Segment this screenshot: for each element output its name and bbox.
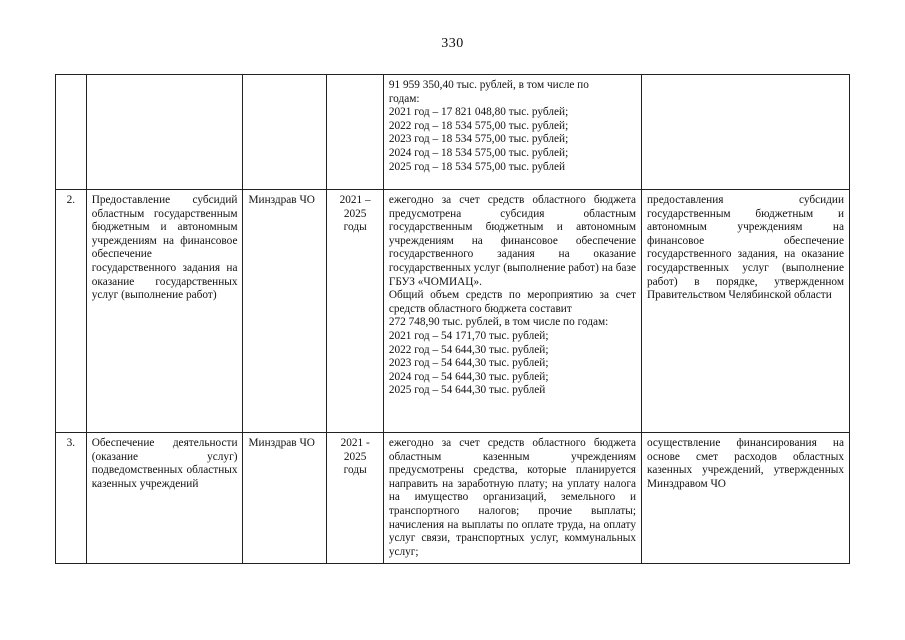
description-line: 2023 год – 18 534 575,00 тыс. рублей; — [388, 133, 569, 146]
cell-basis: осуществление финансирования на основе смет расходов областных казенных учреждений, утвержденных Минздравом ЧО — [642, 433, 850, 564]
description-line: 272 748,90 тыс. рублей, в том числе по годам: — [388, 316, 609, 329]
cell-number: 3. — [56, 433, 87, 564]
description-line: 2024 год – 18 534 575,00 тыс. рублей; — [388, 146, 569, 159]
cell-measure-name — [86, 75, 243, 190]
cell-number — [56, 75, 87, 190]
table-row — [56, 433, 850, 564]
page-number: 330 — [441, 36, 464, 51]
description-line: 2025 год – 54 644,30 тыс. рублей — [388, 384, 546, 397]
cell-executor: Минздрав ЧО — [243, 433, 327, 564]
cell-description — [383, 75, 641, 190]
measures-table — [55, 74, 850, 564]
description-line: 2023 год – 54 644,30 тыс. рублей; — [388, 357, 549, 370]
table-row — [56, 190, 850, 433]
description-line: 2024 год – 54 644,30 тыс. рублей; — [388, 370, 549, 383]
cell-period: 2021 – 2025 годы — [327, 190, 383, 433]
cell-description — [383, 190, 641, 433]
cell-description: ежегодно за счет средств областного бюджета областным казенным учреждениям предусмотрены средства, которые планируется направить на заработную плату; на уплату налога на имущество организаций, земельного и транспортного налогов; прочие выплаты; начисления на выплаты по оплате труда, на оплату услуг связи, транспортных услуг, коммунальных услуг; — [383, 433, 641, 564]
cell-basis — [642, 75, 850, 190]
description-line: 2022 год – 54 644,30 тыс. рублей; — [388, 343, 549, 356]
description-line: 2021 год – 54 171,70 тыс. рублей; — [388, 329, 549, 342]
description-line: годам: — [388, 92, 420, 105]
description-line: Общий объем средств по мероприятию за счет средств областного бюджета составит — [388, 289, 636, 315]
table-row-continuation — [56, 75, 850, 190]
cell-measure-name: Предоставление субсидий областным государственным бюджетным и автономным учреждениям на финансовое обеспечение государственного задания на оказание государственных услуг (выполнение работ) — [86, 190, 243, 433]
cell-executor: Минздрав ЧО — [243, 190, 327, 433]
cell-measure-name: Обеспечение деятельности (оказание услуг) подведомственных областных казенных учреждений — [86, 433, 243, 564]
description-line: 2022 год – 18 534 575,00 тыс. рублей; — [388, 119, 569, 132]
description-paragraph: ежегодно за счет средств областного бюджета предусмотрена субсидия областным государственным бюджетным и автономным учреждениям на финансовое обеспечение государственного задания на оказание государственных услуг (выполнение работ) на базе ГБУЗ «ЧОМИАЦ». — [388, 194, 636, 288]
description-line: 2025 год – 18 534 575,00 тыс. рублей — [388, 160, 566, 173]
cell-period: 2021 - 2025 годы — [327, 433, 383, 564]
cell-basis: предоставления субсидии государственным бюджетным и автономным учреждениям на финансовое обеспечение государственного задания, на оказание государственных услуг (выполнение работ) в порядке, утвержденном Правительством Челябинской области — [642, 190, 850, 433]
description-line: 91 959 350,40 тыс. рублей, в том числе по — [388, 79, 589, 91]
cell-number: 2. — [56, 190, 87, 433]
cell-executor — [243, 75, 327, 190]
cell-period — [327, 75, 383, 190]
description-line: 2021 год – 17 821 048,80 тыс. рублей; — [388, 106, 569, 119]
